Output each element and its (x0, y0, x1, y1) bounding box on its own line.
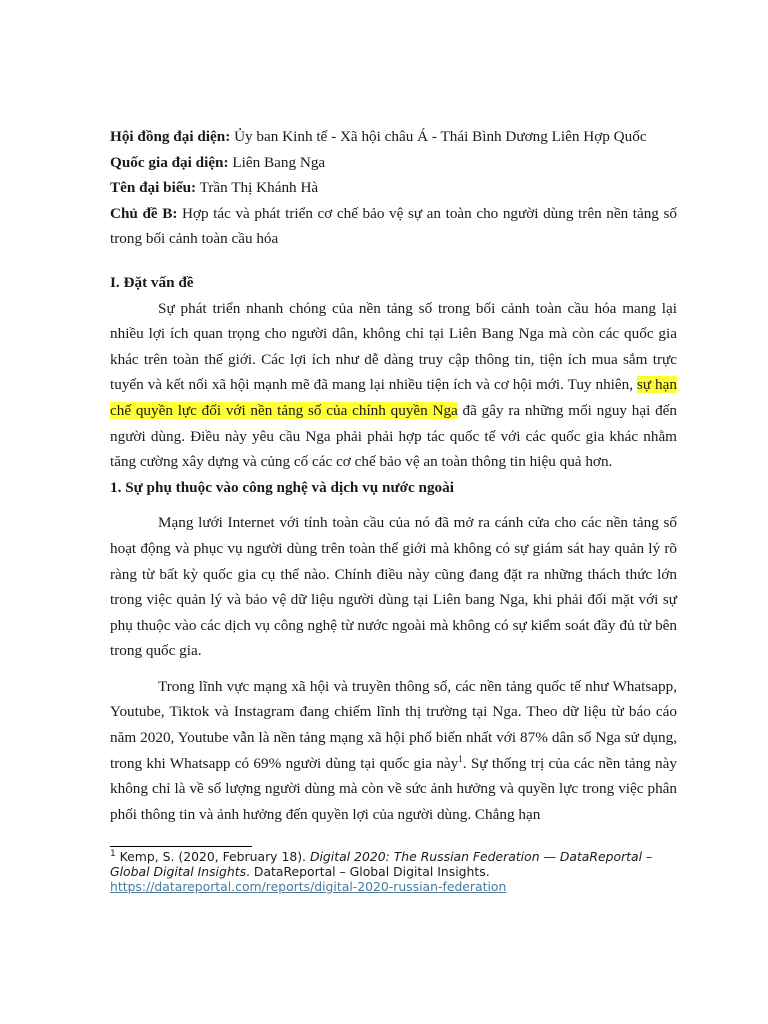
highlighted-text: sự hạn chế quyền lực đối với nền tảng số của chính quyền Nga (110, 376, 677, 419)
footnote-reference[interactable]: 1 (458, 753, 463, 764)
intro-text-a: Sự phát triển nhanh chóng của nền tảng số trong bối cảnh toàn cầu hóa mang lại nhiều lợi ích quan trọng cho người dân, không chỉ tại Liên Bang Nga mà còn các quốc gia khác trên toàn thế giới. Các lợi ích như dễ dàng truy cập thông tin, tiện ích mua sắm trực tuyến và kết nối xã hội mạnh mẽ đã mang lại nhiều tiện ích và cơ hội mới. Tuy nhiên, (110, 299, 677, 394)
delegate-label: Tên đại biểu: (110, 179, 197, 197)
document-body (110, 124, 677, 827)
footnote-author: Kemp, S. (2020, February 18). (115, 849, 310, 864)
topic-line (110, 201, 677, 252)
social-media-paragraph (110, 674, 677, 828)
footnote-publisher: . DataReportal – Global Digital Insights. (246, 864, 490, 879)
council-line (110, 124, 677, 150)
footnote-text (110, 849, 677, 879)
country-label: Quốc gia đại diện: (110, 153, 229, 171)
council-value: Ủy ban Kinh tế - Xã hội châu Á - Thái Bình Dương Liên Hợp Quốc (230, 128, 647, 145)
country-value: Liên Bang Nga (228, 153, 326, 171)
country-line (110, 150, 677, 176)
topic-value: Hợp tác và phát triển cơ chế bảo vệ sự an toàn cho người dùng trên nền tảng số trong bối cảnh toàn cầu hóa (110, 204, 677, 248)
footnote-mark: 1 (110, 848, 116, 859)
footnote-link[interactable]: https://datareportal.com/reports/digital-2020-russian-federation (110, 879, 507, 894)
subsection-heading: 1. Sự phụ thuộc vào công nghệ và dịch vụ nước ngoài (110, 478, 454, 496)
section-heading: I. Đặt vấn đề (110, 273, 194, 291)
dependency-paragraph: Mạng lưới Internet với tính toàn cầu của nó đã mở ra cánh cửa cho các nền tảng số hoạt động và phục vụ người dùng trên toàn thế giới mà không có sự giám sát hay quản lý rõ ràng từ bất kỳ quốc gia cụ thể nào. Chính điều này cũng đang đặt ra những thách thức lớn trong việc quản lý và bảo vệ dữ liệu người dùng tại Liên bang Nga, khi phải đối mặt với sự phụ thuộc vào các dịch vụ công nghệ từ nước ngoài mà không có sự kiểm soát đầy đủ từ bên trong quốc gia. (110, 514, 677, 660)
topic-label: Chủ đề B: (110, 204, 178, 222)
intro-text-b: đã gây ra những mối nguy hại đến người dùng. Điều này yêu cầu Nga phải phải hợp tác quốc tế với các quốc gia khác nhằm tăng cường xây dựng và củng cố các cơ chế bảo vệ an toàn thông tin hiệu quả hơn. (110, 401, 678, 471)
footnote (110, 846, 677, 894)
footnote-rule (110, 846, 252, 847)
delegate-value: Trần Thị Khánh Hà (196, 179, 319, 197)
intro-paragraph (110, 296, 677, 475)
social-text-a: Trong lĩnh vực mạng xã hội và truyền thông số, các nền tảng quốc tế như Whatsapp, Youtube, Tiktok và Instagram đang chiếm lĩnh thị trường tại Nga. Theo dữ liệu từ báo cáo năm 2020, Youtube vẫn là nền tảng mạng xã hội phổ biến nhất với 87% dân số Nga sử dụng, trong khi Whatsapp có 69% người dùng tại quốc gia này (110, 677, 677, 772)
delegate-line (110, 175, 677, 201)
council-label: Hội đồng đại diện: (110, 128, 231, 145)
social-text-b: . Sự thống trị của các nền tảng này không chỉ là về số lượng người dùng mà còn về sức ảnh hưởng và quyền lực trong việc phân phối thông tin và ảnh hưởng đến quyền lợi của người dùng. Chẳng hạn (110, 754, 677, 823)
footnote-title: Digital 2020: The Russian Federation — DataReportal – Global Digital Insights (110, 849, 653, 879)
